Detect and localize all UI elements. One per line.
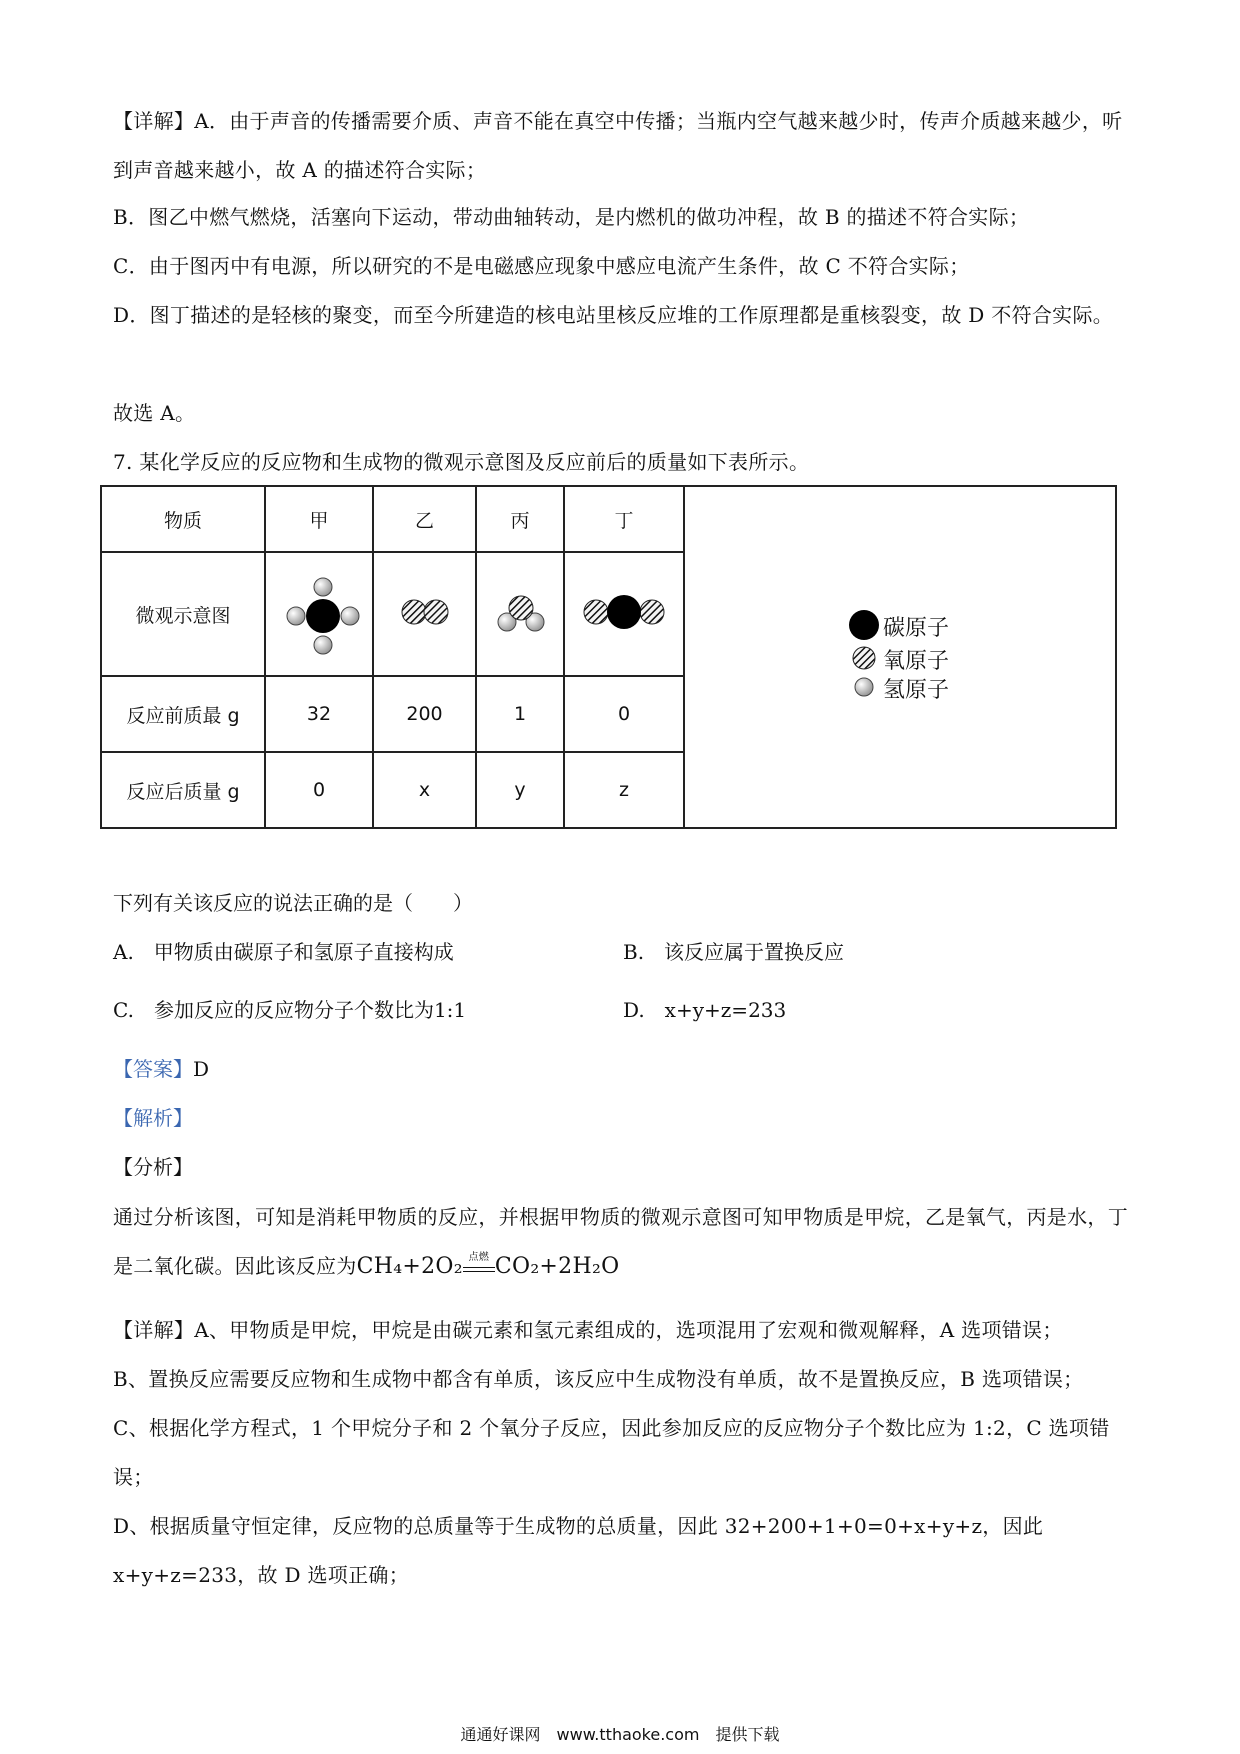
micro-ding-cell: [564, 552, 684, 676]
explain-prev-c: C．由于图丙中有电源，所以研究的不是电磁感应现象中感应电流产生条件，故 C 不符合实际；: [113, 254, 970, 278]
equation-lhs: CH₄+2O₂: [356, 1254, 463, 1279]
option-c: C. 参加反应的反应物分子个数比为1:1: [113, 998, 467, 1022]
row-after-label: 反应后质量 g: [101, 752, 265, 828]
water-molecule-icon: [480, 577, 560, 647]
before-yi: 200: [373, 676, 476, 752]
header-yi: 乙: [373, 486, 476, 552]
micro-yi-cell: [373, 552, 476, 676]
question-stem: 7. 某化学反应的反应物和生成物的微观示意图及反应前后的质量如下表所示。: [113, 450, 810, 474]
question-prompt: 下列有关该反应的说法正确的是（ ）: [113, 891, 473, 915]
detail-a: 【详解】A、甲物质是甲烷，甲烷是由碳元素和氢元素组成的，选项混用了宏观和微观解释，A 选项错误；: [113, 1318, 1063, 1342]
header-substance: 物质: [101, 486, 265, 552]
legend-oxygen-label: 氧原子: [883, 649, 950, 674]
detail-c: C、根据化学方程式，1 个甲烷分子和 2 个氧分子反应，因此参加反应的反应物分子个数比应为 1:2，C 选项错误；: [113, 1416, 1110, 1489]
oxygen-molecule-icon: [380, 582, 470, 642]
legend-oxygen-icon: [853, 647, 875, 669]
analysis-paragraph: [113, 1193, 1133, 1291]
row-before-label: 反应前质最 g: [101, 676, 265, 752]
after-jia: 0: [265, 752, 373, 828]
header-jia: 甲: [265, 486, 373, 552]
before-bing: 1: [476, 676, 564, 752]
after-yi: x: [373, 752, 476, 828]
analysis-label: 【解析】: [113, 1106, 193, 1130]
analysis-text: 通过分析该图，可知是消耗甲物质的反应，并根据甲物质的微观示意图可知甲物质是甲烷，乙是氧气，丙是水，丁是二氧化碳。因此该反应为: [113, 1205, 1128, 1278]
equation-rhs: CO₂+2H₂O: [494, 1254, 620, 1279]
header-bing: 丙: [476, 486, 564, 552]
equation-condition: 点燃: [468, 1252, 490, 1263]
micro-bing-cell: [476, 552, 564, 676]
detail-b: B、置换反应需要反应物和生成物中都含有单质，该反应中生成物没有单质，故不是置换反应，B 选项错误；: [113, 1367, 1084, 1391]
explain-prev-conclusion: 故选 A。: [113, 401, 196, 425]
explain-prev-b: B．图乙中燃气燃烧，活塞向下运动，带动曲轴转动，是内燃机的做功冲程，故 B 的描述不符合实际；: [113, 205, 1030, 229]
answer-value: D: [193, 1057, 210, 1081]
legend-carbon-icon: [849, 610, 879, 640]
option-a: A. 甲物质由碳原子和氢原子直接构成: [113, 940, 454, 964]
after-ding: z: [564, 752, 684, 828]
legend-carbon-label: 碳原子: [883, 616, 950, 641]
legend-hydrogen-icon: [855, 678, 873, 696]
legend-cell: [684, 486, 1116, 828]
detail-d: D、根据质量守恒定律，反应物的总质量等于生成物的总质量，因此 32+200+1+0=0+x+y+z，因此 x+y+z=233，故 D 选项正确；: [113, 1514, 1044, 1587]
before-jia: 32: [265, 676, 373, 752]
reaction-table: [100, 485, 1117, 829]
after-bing: y: [476, 752, 564, 828]
row-micro-label: 微观示意图: [101, 552, 265, 676]
footer: 通通好课网 www.tthaoke.com 提供下载: [460, 1725, 780, 1744]
option-d: D. x+y+z=233: [623, 998, 787, 1022]
analysis-sub-label: 【分析】: [113, 1155, 193, 1179]
option-b: B. 该反应属于置换反应: [623, 940, 845, 964]
answer-line: [113, 1054, 209, 1084]
explain-prev-d: D．图丁描述的是轻核的聚变，而至今所建造的核电站里核反应堆的工作原理都是重核裂变，故 D 不符合实际。: [113, 303, 1114, 327]
answer-label: 【答案】: [113, 1057, 193, 1081]
legend-hydrogen-label: 氢原子: [883, 678, 950, 703]
micro-jia-cell: [265, 552, 373, 676]
header-ding: 丁: [564, 486, 684, 552]
carbon-dioxide-molecule-icon: [569, 582, 679, 642]
methane-molecule-icon: [269, 557, 369, 667]
before-ding: 0: [564, 676, 684, 752]
explain-prev-a: 【详解】A．由于声音的传播需要介质、声音不能在真空中传播；当瓶内空气越来越少时，传声介质越来越少，听到声音越来越小，故 A 的描述符合实际；: [113, 109, 1123, 182]
